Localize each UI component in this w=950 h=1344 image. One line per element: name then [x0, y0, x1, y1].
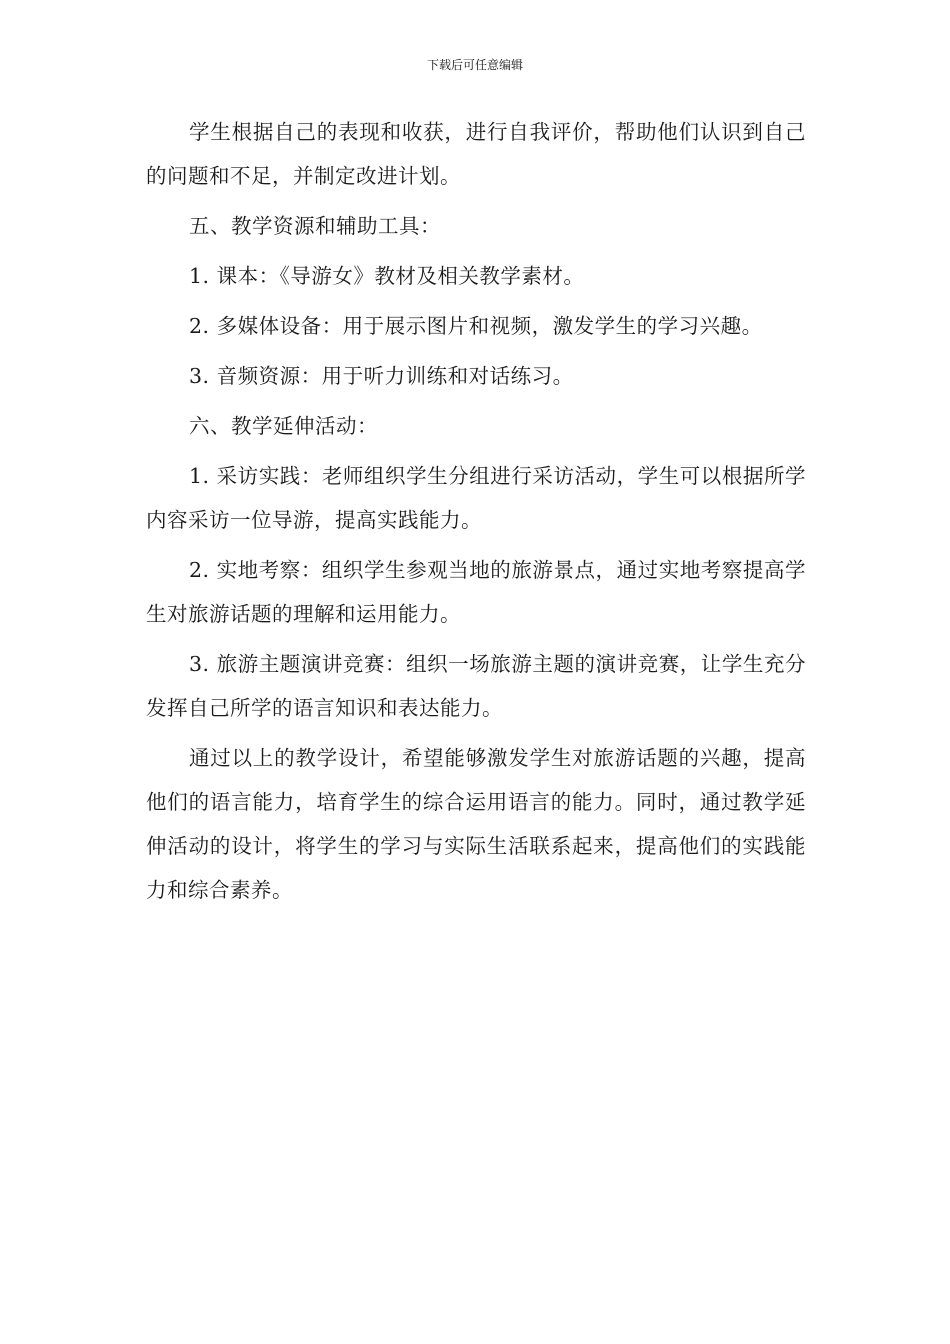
document-body [146, 110, 806, 918]
list-item-textbook: 1. 课本：《导游女》教材及相关教学素材。 [189, 264, 585, 288]
list-item-multimedia: 2. 多媒体设备：用于展示图片和视频，激发学生的学习兴趣。 [189, 314, 763, 338]
list-item-field-trip: 2. 实地考察：组织学生参观当地的旅游景点，通过实地考察提高学生对旅游话题的理解和运用能力。 [146, 558, 806, 626]
list-item-interview: 1. 采访实践：老师组织学生分组进行采访活动，学生可以根据所学内容采访一位导游，提高实践能力。 [146, 464, 806, 532]
list-item-speech-contest: 3. 旅游主题演讲竞赛：组织一场旅游主题的演讲竞赛，让学生充分发挥自己所学的语言知识和表达能力。 [146, 652, 806, 720]
page-header: 下载后可任意编辑 [426, 58, 523, 72]
list-item-audio: 3. 音频资源：用于听力训练和对话练习。 [189, 364, 574, 388]
section-heading-resources: 五、教学资源和辅助工具： [189, 214, 441, 238]
paragraph-self-evaluation: 学生根据自己的表现和收获，进行自我评价，帮助他们认识到自己的问题和不足，并制定改进计划。 [146, 120, 806, 188]
section-heading-extension: 六、教学延伸活动： [189, 414, 378, 438]
paragraph-conclusion: 通过以上的教学设计，希望能够激发学生对旅游话题的兴趣，提高他们的语言能力，培育学生的综合运用语言的能力。同时，通过教学延伸活动的设计，将学生的学习与实际生活联系起来，提高他们的实践能力和综合素养。 [146, 746, 806, 902]
